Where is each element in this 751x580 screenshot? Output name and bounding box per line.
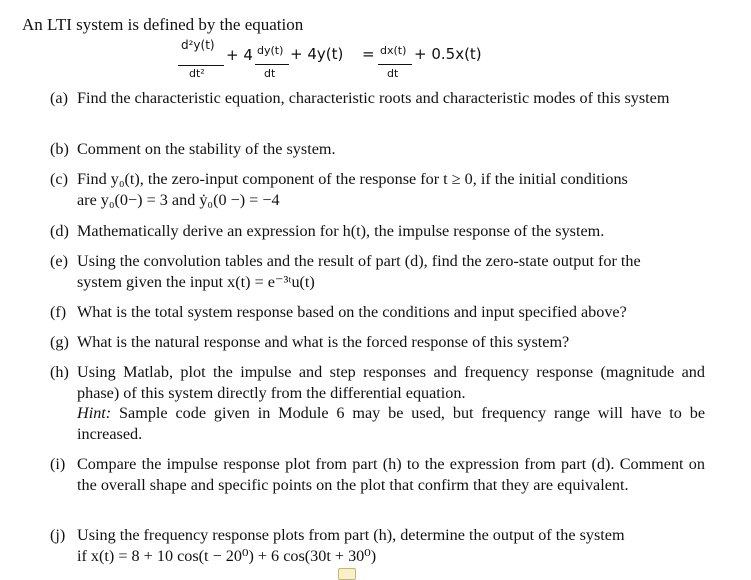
question-text: What is the total system response based on the conditions and input specified above? [77, 303, 627, 321]
dx-numerator: dx(t) [380, 44, 407, 57]
dy-numerator: dy(t) [257, 44, 284, 57]
question-text: Comment on the stability of the system. [77, 140, 336, 158]
question-text-line1: Using the frequency response plots from part (h), determine the output of the system [77, 526, 625, 544]
d2y-denominator: dt² [189, 67, 205, 80]
equals-sign: = [362, 45, 375, 63]
question-text-line1: Find y₀(t), the zero-input component of the response for t ≥ 0, if the initial conditions [77, 170, 628, 188]
question-label: (e) [50, 252, 68, 270]
question-text: Find the characteristic equation, characteristic roots and characteristic modes of this system [77, 89, 670, 107]
question-g [50, 332, 705, 353]
question-j [50, 525, 705, 566]
question-c [50, 169, 705, 210]
question-label: (j) [50, 526, 66, 544]
differential-equation [0, 38, 751, 84]
question-text: Mathematically derive an expression for h(t), the impulse response of the system. [77, 222, 605, 240]
question-d [50, 221, 705, 242]
question-text-line1: Using the convolution tables and the result of part (d), find the zero-state output for the [77, 252, 641, 270]
question-text-line2: system given the input x(t) = e⁻³ᵗu(t) [77, 272, 315, 291]
question-h [50, 362, 705, 444]
fraction-bar-3 [378, 64, 412, 65]
rhs-tail: + 0.5x(t) [414, 45, 482, 63]
question-a [50, 88, 705, 109]
paste-options-icon[interactable] [338, 568, 356, 580]
question-f [50, 302, 705, 323]
question-label: (d) [50, 222, 69, 240]
question-text: What is the natural response and what is the forced response of this system? [77, 333, 570, 351]
question-e [50, 251, 705, 292]
plus-4y: + 4y(t) [290, 45, 344, 63]
question-text-line2: are y₀(0−) = 3 and ẏ₀(0 −) = −4 [77, 190, 280, 209]
question-text: Compare the impulse response plot from part (h) to the expression from part (d). Comment on the overall shape and specific points on the plot that confirm that they are equivalent. [77, 455, 705, 494]
fraction-bar-2 [255, 64, 289, 65]
fraction-bar-1 [178, 65, 224, 66]
question-text: Using Matlab, plot the impulse and step responses and frequency response (magnitude and phase) of this system directly from the differential equation. [77, 363, 705, 402]
question-label: (h) [50, 363, 69, 381]
question-b [50, 139, 705, 160]
question-label: (b) [50, 140, 69, 158]
dx-denominator: dt [387, 67, 399, 80]
question-i [50, 454, 705, 495]
question-label: (a) [50, 89, 68, 107]
question-text-line2: if x(t) = 8 + 10 cos(t − 20⁰) + 6 cos(30t + 30⁰) [77, 546, 377, 565]
intro-text: An LTI system is defined by the equation [22, 15, 304, 34]
hint-label: Hint: [77, 404, 112, 422]
plus-4: + 4 [226, 46, 253, 64]
question-label: (c) [50, 170, 68, 188]
question-label: (f) [50, 303, 67, 321]
hint-text: Sample code given in Module 6 may be used, but frequency range will have to be increased. [77, 404, 706, 443]
d2y-numerator: d²y(t) [181, 38, 215, 52]
question-label: (g) [50, 333, 69, 351]
dy-denominator: dt [264, 67, 276, 80]
question-label: (i) [50, 455, 66, 473]
